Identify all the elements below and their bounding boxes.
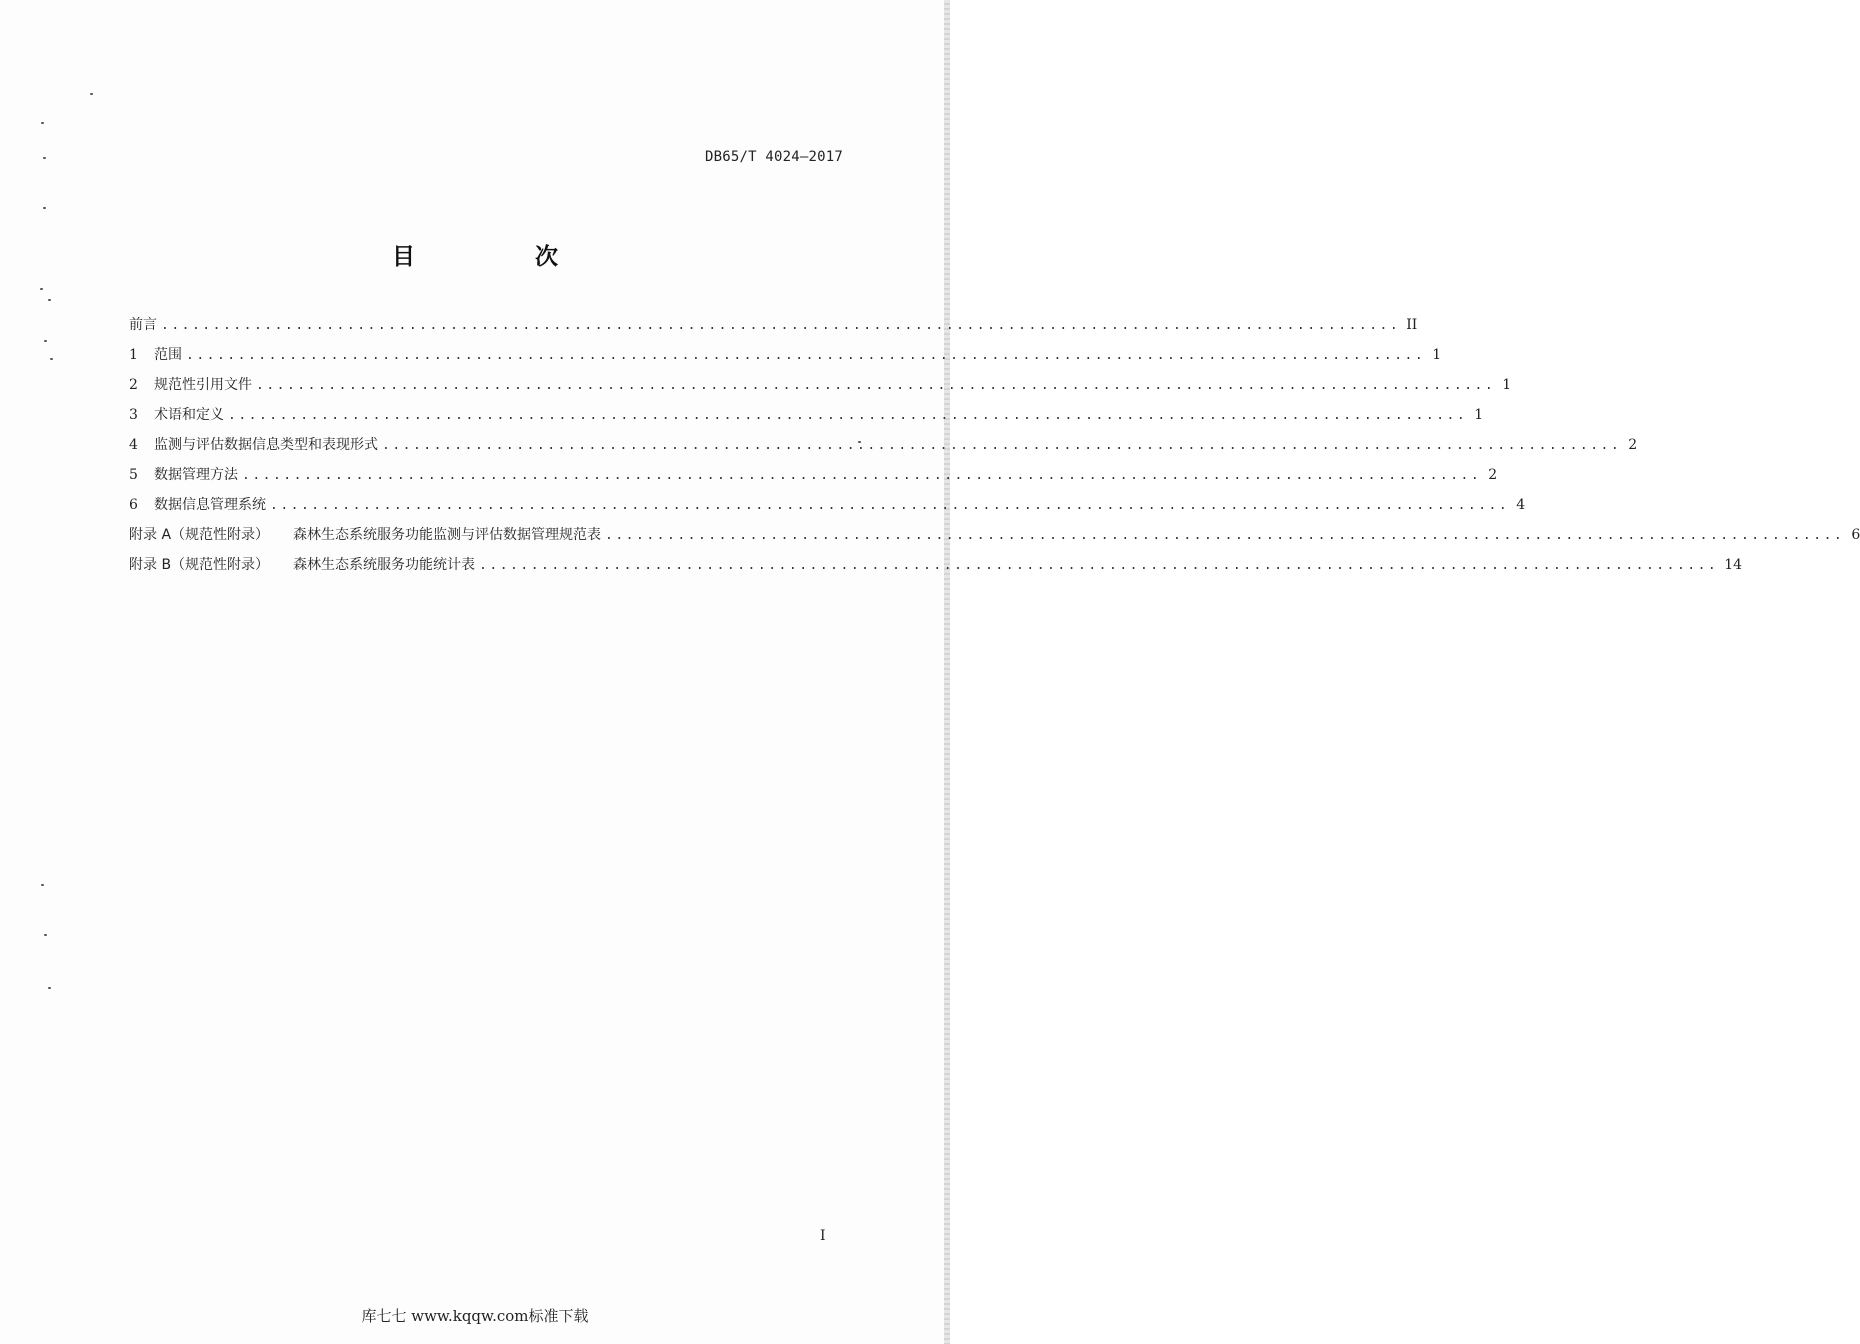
scan-speck (48, 987, 51, 989)
scan-edge (944, 0, 950, 1344)
toc-leader-dots: ........................................................................................................................ (605, 528, 1845, 543)
toc-leader-dots: ........................................................................................................................ (256, 378, 1496, 393)
toc-leader-dots: ........................................................................................................................ (242, 468, 1482, 483)
document-code: DB65/T 4024—2017 (704, 149, 843, 165)
toc-entry-label: 范围 (154, 347, 182, 363)
toc-entry-appendix-a[interactable] (129, 524, 1860, 554)
scan-speck (48, 299, 51, 301)
toc-entry-label: 数据信息管理系统 (154, 497, 266, 513)
toc-leader-dots: ........................................................................................................................ (270, 498, 1510, 513)
scan-speck (44, 340, 47, 342)
toc-leader-dots: ........................................................................................................................ (186, 348, 1426, 363)
toc-page-number: 14 (1724, 557, 1743, 573)
toc-page-number: 4 (1516, 497, 1526, 513)
toc-entry-5[interactable] (129, 464, 1498, 494)
toc-page-number: 6 (1851, 527, 1860, 543)
toc-leader-dots: ........................................................................................................................ (479, 558, 1719, 573)
toc-appendix-tag: 附录 A（规范性附录） (129, 527, 270, 543)
toc-entry-4[interactable] (129, 434, 1638, 464)
scan-speck (43, 157, 46, 159)
toc-entry-label: 前言 (129, 317, 157, 333)
toc-page-number: 1 (1474, 407, 1484, 423)
toc-entry-1[interactable] (129, 344, 1442, 374)
toc-entry-label: 术语和定义 (154, 407, 224, 423)
footer-watermark[interactable]: 库七七 www.kqqw.com标准下载 (361, 1307, 589, 1325)
toc-entry-6[interactable] (129, 494, 1526, 524)
toc-page-number: 1 (1502, 377, 1512, 393)
toc-entry-number: 2 (129, 377, 138, 393)
toc-leader-dots: ........................................................................................................................ (161, 318, 1401, 333)
page-number: I (820, 1228, 826, 1244)
toc-title: 目 次 (391, 244, 614, 270)
toc-leader-dots: ........................................................................................................................ (228, 408, 1468, 423)
table-of-contents (129, 314, 1860, 584)
toc-entry-number: 4 (129, 437, 138, 453)
toc-entry-label: 数据管理方法 (154, 467, 238, 483)
toc-entry-3[interactable] (129, 404, 1484, 434)
toc-page-number: 1 (1432, 347, 1442, 363)
toc-entry-label: 森林生态系统服务功能监测与评估数据管理规范表 (293, 527, 602, 543)
toc-entry-preface[interactable] (129, 314, 1418, 344)
scan-speck (50, 358, 53, 360)
toc-entry-appendix-b[interactable] (129, 554, 1743, 584)
toc-entry-2[interactable] (129, 374, 1512, 404)
toc-entry-number: 1 (129, 347, 138, 363)
toc-entry-label: 监测与评估数据信息类型和表现形式 (154, 437, 378, 453)
toc-entry-number: 6 (129, 497, 138, 513)
scan-speck (41, 884, 44, 886)
toc-entry-number: 5 (129, 467, 138, 483)
toc-entry-label: 规范性引用文件 (154, 377, 252, 393)
scan-speck (90, 93, 93, 95)
scan-speck (41, 122, 44, 124)
toc-appendix-tag: 附录 B（规范性附录） (129, 557, 270, 573)
toc-entry-label: 森林生态系统服务功能统计表 (293, 557, 476, 573)
scan-speck (43, 207, 46, 209)
toc-entry-number: 3 (129, 407, 138, 423)
toc-page-number: 2 (1488, 467, 1498, 483)
toc-page-number: 2 (1628, 437, 1638, 453)
toc-page-number: II (1406, 317, 1418, 333)
toc-leader-dots: ........................................................................................................................ (382, 438, 1622, 453)
scan-speck (40, 288, 43, 290)
scan-speck (44, 934, 47, 936)
